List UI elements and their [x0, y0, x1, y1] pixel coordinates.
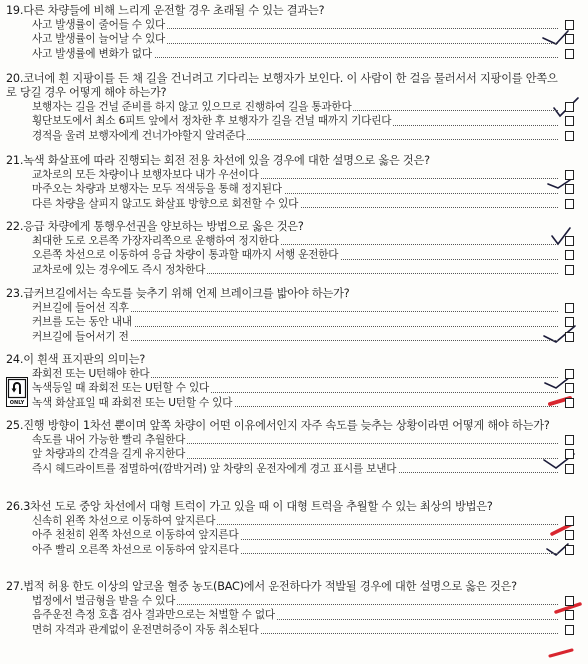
- checkbox[interactable]: [565, 530, 574, 540]
- checkbox[interactable]: [565, 383, 574, 393]
- red-mark: [550, 650, 572, 656]
- question-text: 26.3차선 도로 중앙 차선에서 대형 트럭이 가고 있을 때 이 대형 트럭을 추월할 수 있는 최상의 방법은?: [6, 500, 493, 513]
- option-21-2[interactable]: 마주오는 차량과 보행자는 모두 적색등을 통해 정지된다: [32, 182, 580, 196]
- checkbox[interactable]: [565, 303, 574, 313]
- option-25-3[interactable]: 즉시 헤드라이트를 점멸하여(깜박거려) 앞 차량의 운전자에게 경고 표시를 보낸다: [32, 462, 580, 476]
- checkbox[interactable]: [565, 435, 574, 445]
- option-22-2[interactable]: 오른쪽 차선으로 이동하여 응급 차량이 통과할 때까지 서행 운전한다: [32, 248, 580, 262]
- question-26: [6, 500, 584, 557]
- option-23-1[interactable]: 커브길에 들어선 직후: [32, 301, 580, 315]
- question-25: [6, 419, 584, 476]
- checkbox[interactable]: [565, 250, 574, 260]
- checkbox[interactable]: [565, 464, 574, 474]
- option-24-2[interactable]: 녹색등일 때 좌회전 또는 U턴할 수 있다: [32, 381, 580, 395]
- checkbox[interactable]: [565, 170, 574, 180]
- question-text: 22.응급 차량에게 통행우선권을 양보하는 방법으로 옳은 것은?: [6, 220, 304, 233]
- question-text: 27.법적 허용 한도 이상의 알코올 혈중 농도(BAC)에서 운전하다가 적발될 경우에 대한 설명으로 옳은 것은?: [6, 580, 517, 593]
- question-23: [6, 287, 584, 344]
- question-27: [6, 580, 584, 637]
- option-25-2[interactable]: 앞 차량과의 간격을 길게 유지한다: [32, 447, 580, 461]
- checkbox[interactable]: [565, 398, 574, 408]
- u-turn-sign-image: [6, 377, 28, 407]
- checkbox[interactable]: [565, 610, 574, 620]
- checkbox[interactable]: [565, 199, 574, 209]
- checkbox[interactable]: [565, 49, 574, 59]
- checkbox[interactable]: [565, 236, 574, 246]
- option-26-3[interactable]: 아주 빨리 오른쪽 차선으로 이동하여 앞지른다: [32, 543, 580, 557]
- option-25-1[interactable]: 속도를 내어 가능한 빨리 추월한다: [32, 433, 580, 447]
- question-20: [6, 72, 584, 143]
- option-23-3[interactable]: 커브길에 들어서기 전: [32, 330, 580, 344]
- checkbox[interactable]: [565, 545, 574, 555]
- checkbox[interactable]: [565, 34, 574, 44]
- checkbox[interactable]: [565, 131, 574, 141]
- option-22-1[interactable]: 최대한 도로 오른쪽 가장자리쪽으로 운행하여 정지한다: [32, 234, 580, 248]
- option-27-3[interactable]: 면허 자격과 관계없이 운전면허증이 자동 취소된다: [32, 623, 580, 637]
- question-24: [6, 353, 584, 410]
- checkbox[interactable]: [565, 317, 574, 327]
- option-26-2[interactable]: 아주 천천히 왼쪽 차선으로 이동하여 앞지른다: [32, 528, 580, 542]
- question-19: [6, 4, 584, 61]
- option-21-3[interactable]: 다른 차량을 살피지 않고도 화살표 방향으로 회전할 수 있다: [32, 197, 580, 211]
- checkbox[interactable]: [565, 20, 574, 30]
- checkbox[interactable]: [565, 369, 574, 379]
- option-22-3[interactable]: 교차로에 있는 경우에도 즉시 정차한다: [32, 263, 580, 277]
- checkbox[interactable]: [565, 116, 574, 126]
- checkbox[interactable]: [565, 516, 574, 526]
- option-19-1[interactable]: 사고 발생률이 줄어들 수 있다: [32, 18, 580, 32]
- question-21: [6, 154, 584, 211]
- checkbox[interactable]: [565, 102, 574, 112]
- option-27-2[interactable]: 음주운전 측정 호흡 검사 결과만으로는 처벌할 수 없다: [32, 608, 580, 622]
- option-24-1[interactable]: 좌회전 또는 U턴해야 한다: [32, 367, 580, 381]
- checkbox[interactable]: [565, 184, 574, 194]
- question-text: 23.급커브길에서는 속도를 늦추기 위해 언제 브레이크를 밟아야 하는가?: [6, 287, 350, 300]
- option-19-3[interactable]: 사고 발생률에 변화가 없다: [32, 47, 580, 61]
- question-text: 21.녹색 화살표에 따라 진행되는 회전 전용 차선에 있을 경우에 대한 설명으로 옳은 것은?: [6, 154, 430, 167]
- sign-caption: ONLY: [9, 400, 25, 406]
- question-22: [6, 220, 584, 277]
- question-text: 25.진행 방향이 1차선 뿐이며 앞쪽 차량이 어떤 이유에서인지 자주 속도를 늦추는 상황이라면 어떻게 해야 하는가?: [6, 419, 550, 432]
- question-text: 19.다른 차량들에 비해 느리게 운전할 경우 초래될 수 있는 결과는?: [6, 4, 325, 17]
- checkbox[interactable]: [565, 625, 574, 635]
- option-24-3[interactable]: 녹색 화살표일 때 좌회전 또는 U턴할 수 있다: [32, 396, 580, 410]
- checkbox[interactable]: [565, 449, 574, 459]
- option-27-1[interactable]: 법정에서 벌금형을 받을 수 있다: [32, 594, 580, 608]
- option-20-1[interactable]: 보행자는 길을 건널 준비를 하지 않고 있으므로 진행하여 길을 통과한다: [32, 100, 580, 114]
- checkbox[interactable]: [565, 265, 574, 275]
- checkbox[interactable]: [565, 596, 574, 606]
- option-21-1[interactable]: 교차로의 모든 차량이나 보행자보다 내가 우선이다: [32, 168, 580, 182]
- option-20-2[interactable]: 횡단보도에서 최소 6피트 앞에서 정차한 후 보행자가 길을 건널 때까지 기다린다: [32, 114, 580, 128]
- option-19-2[interactable]: 사고 발생률이 늘어날 수 있다: [32, 32, 580, 46]
- option-20-3[interactable]: 경적을 울려 보행자에게 건너가야할지 알려준다: [32, 129, 580, 143]
- option-23-2[interactable]: 커브를 도는 동안 내내: [32, 315, 580, 329]
- question-text: 20.코너에 흰 지팡이를 든 채 길을 건너려고 기다리는 보행자가 보인다. 이 사람이 한 걸음 물러서서 지팡이를 안쪽으로 당길 경우 어떻게 해야 하는가?: [6, 72, 558, 99]
- option-26-1[interactable]: 신속히 왼쪽 차선으로 이동하여 앞지른다: [32, 514, 580, 528]
- checkbox[interactable]: [565, 332, 574, 342]
- question-text: 24.이 흰색 표지판의 의미는?: [6, 353, 146, 366]
